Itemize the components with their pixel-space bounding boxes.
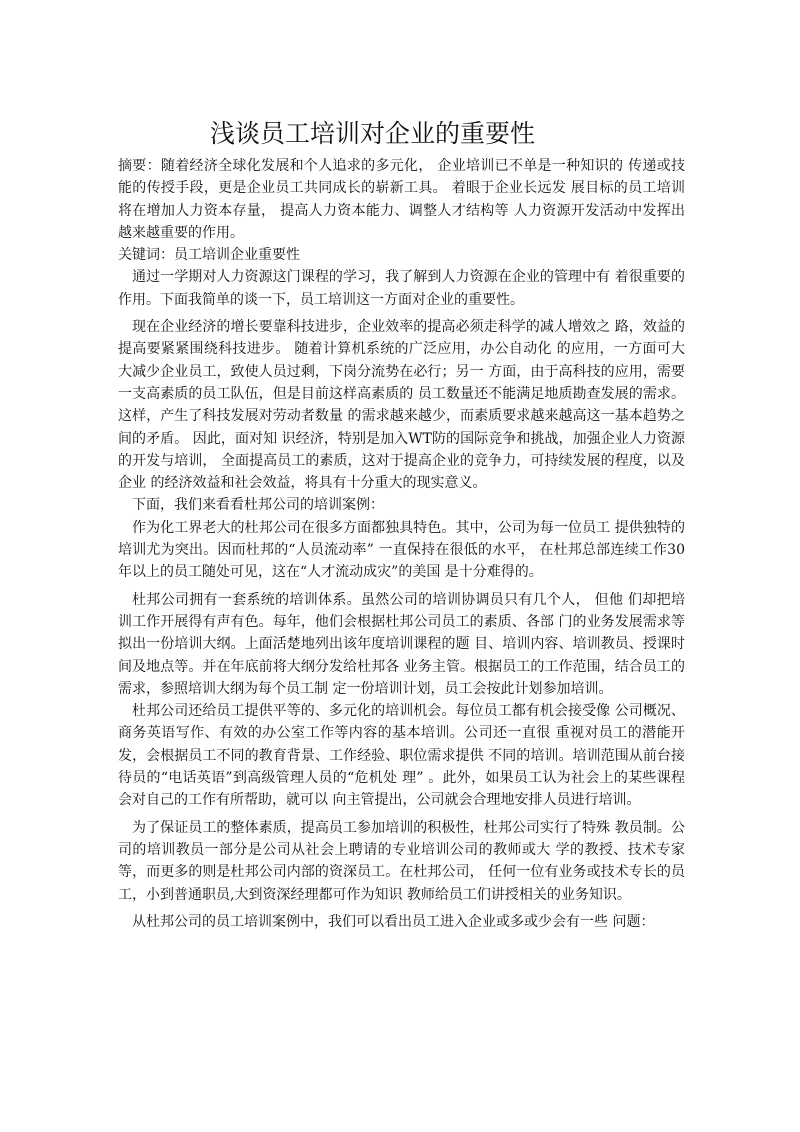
document-page — [118, 118, 685, 933]
body-paragraph: 通过一学期对人力资源这门课程的学习，我了解到人力资源在企业的管理中有 着很重要的作用。下面我简单的谈一下，员工培训这一方面对企业的重要性。 — [118, 269, 685, 308]
body-paragraph: 为了保证员工的整体素质，提高员工参加培训的积极性，杜邦公司实行了特殊 教员制。公司的培训教员一部分是公司从社会上聘请的专业培训公司的教师或大 学的教授、技术专家等，而更多的则是杜邦公司内部的资深员工。在杜邦公司， 任何一位有业务或技术专长的员工，小到普通职员,大到资深经理都可作为知识 教师给员工们讲授相关的业务知识。 — [118, 819, 685, 903]
body-paragraph: 现在企业经济的增长要靠科技进步，企业效率的提高必须走科学的减人增效之 路，效益的提高要紧紧围绕科技进步。 随着计算机系统的广泛应用，办公自动化 的应用，一方面可大大减少企业员工，致使人员过剩，下岗分流势在必行；另一 方面，由于高科技的应用，需要一支高素质的员工队伍，但是目前这样高素质的 员工数量还不能满足地质勘查发展的需求。 这样，产生了科技发展对劳动者数量 的需求越来越少，而素质要求越来越高这一基本趋势之间的矛盾。 因此，面对知 识经济，特别是加入WT防的国际竞争和挑战，加强企业人力资源的开发与培训， 全面提高员工的素质，这对于提高企业的竞争力，可持续发展的程度，以及企业 的经济效益和社会效益，将具有十分重大的现实意义。 — [118, 319, 685, 492]
body-paragraph: 杜邦公司拥有一套系统的培训体系。虽然公司的培训协调员只有几个人， 但他 们却把培训工作开展得有声有色。每年，他们会根据杜邦公司员工的素质、各部 门的业务发展需求等拟出一份培训大纲。上面活楚地列出该年度培训课程的题 目、培训内容、培训教员、授课时间及地点等。并在年底前将大纲分发给杜邦各 业务主管。根据员工的工作范围，结合员工的需求，参照培训大纲为每个员工制 定一份培训计划，员工会按此计划参加培训。 — [118, 591, 685, 697]
body-paragraph: 作为化工界老大的杜邦公司在很多方面都独具特色。其中，公司为每一位员工 提供独特的培训尤为突出。因而杜邦的“人员流动率” 一直保持在很低的水平， 在杜邦总部连续工作30年以上的员工随处可见，这在“人才流动成灾”的美国 是十分难得的。 — [118, 519, 685, 581]
body-paragraph: 从杜邦公司的员工培训案例中，我们可以看出员工进入企业或多或少会有一些 问题： — [132, 913, 655, 930]
keywords-line: 关键词：员工培训企业重要性 — [118, 247, 300, 264]
body-paragraph: 杜邦公司还给员工提供平等的、多元化的培训机会。每位员工都有机会接受像 公司概况、商务英语写作、有效的办公室工作等内容的基本培训。公司还一直很 重视对员工的潜能开发，会根据员工不同的教育背景、工作经验、职位需求提供 不同的培训。培训范围从前台接待员的“电话英语”到高级管理人员的“危机处 理” 。此外，如果员工认为社会上的某些课程会对自己的工作有所帮助，就可以 向主管提出，公司就会合理地安排人员进行培训。 — [118, 703, 685, 809]
body-paragraph: 下面，我们来看看杜邦公司的培训案例： — [132, 497, 384, 514]
document-title: 浅谈员工培训对企业的重要性 — [210, 119, 536, 148]
abstract-text: 摘要：随着经济全球化发展和个人追求的多元化， 企业培训已不单是一种知识的 传递或技能的传授手段，更是企业员工共同成长的崭新工具。 着眼于企业长远发 展目标的员工培训将在增加人力资本存量， 提高人力资本能力、调整人才结构等 人力资源开发活动中发挥出越来越重要的作用。 — [118, 158, 685, 241]
